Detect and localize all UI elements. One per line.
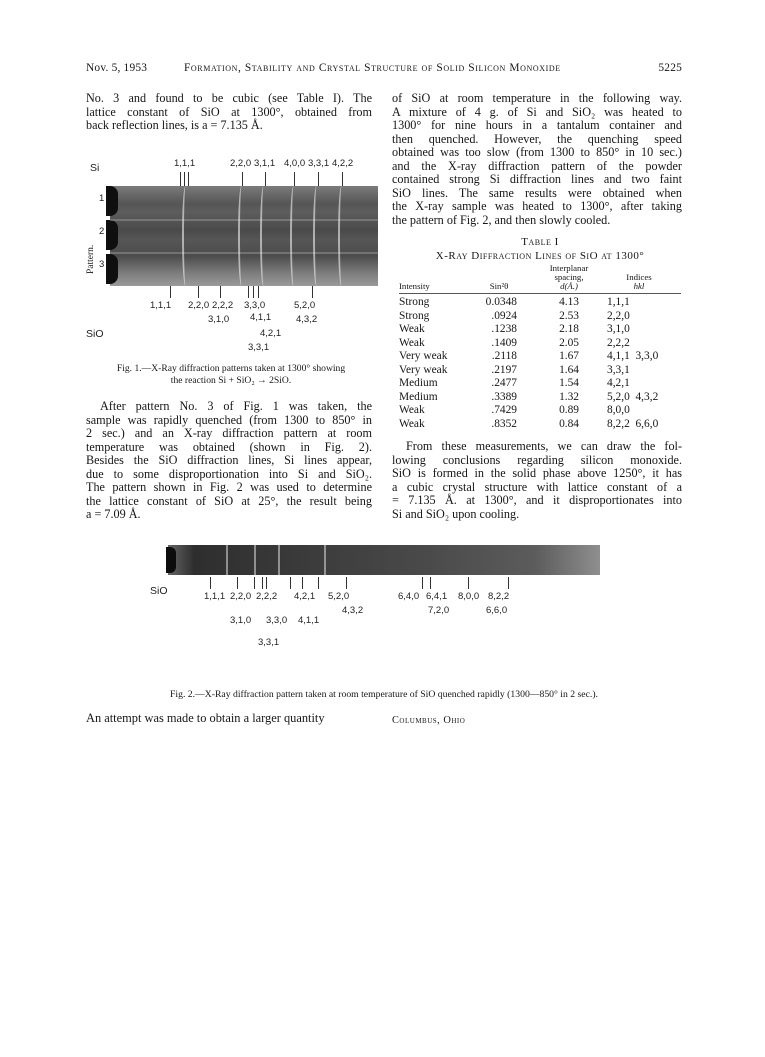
fig2-line-label: 6,4,1 <box>426 591 448 602</box>
table-cell-sin2: .1409 <box>491 336 517 349</box>
fig1-sio-tick <box>258 286 259 298</box>
fig1-si-line-label: 3,3,1 <box>308 158 330 169</box>
fig2-line-label: 7,2,0 <box>428 605 450 616</box>
fig1-si-tick <box>318 172 319 186</box>
fig1-si-line-label: 4,2,2 <box>332 158 354 169</box>
left-paragraph-1: No. 3 and found to be cubic (see Table I). The lattice constant of SiO at 1300°, obtained from back reflection lines, is a = 7.135 Å. <box>86 91 372 132</box>
table-cell-sin2: .1238 <box>491 323 517 335</box>
table-cell-sin2: .2118 <box>491 350 517 362</box>
fig1-sio-line-label: 4,3,2 <box>296 314 318 325</box>
table-cell-hkl: 2,2,2 <box>607 336 630 349</box>
fig1-pattern-3: 3 <box>99 259 105 270</box>
fig1-pattern-axis-label: Pattern. <box>86 244 96 274</box>
fig1-si-line-label: 2,2,0 <box>230 158 252 169</box>
table-cell-intensity: Strong <box>399 309 430 322</box>
fig1-sio-tick <box>220 286 221 298</box>
fig1-si-tick <box>242 172 243 186</box>
fig1-sio-line-label: 1,1,1 <box>150 300 172 311</box>
figure-1-caption: Fig. 1.—X-Ray diffraction patterns taken at 1300° showing the reaction Si + SiO₂ → 2SiO. <box>116 363 346 386</box>
fig2-line-label: 6,6,0 <box>486 605 508 616</box>
fig1-si-tick <box>265 172 266 186</box>
table-cell-d: 2.53 <box>559 309 579 322</box>
table-cell-d: 1.64 <box>559 363 579 376</box>
fig2-diffraction-film <box>168 545 600 575</box>
running-title: Formation, Stability and Crystal Structure of Solid Silicon Monoxide <box>184 62 561 74</box>
table-cell-intensity: Weak <box>399 336 425 349</box>
fig2-line-label: 4,3,2 <box>342 605 364 616</box>
fig1-si-line-label: 1,1,1 <box>174 158 196 169</box>
fig1-sio-tick <box>198 286 199 298</box>
table-cell-hkl: 5,2,0 4,3,2 <box>607 390 659 403</box>
left-paragraph-2: After pattern No. 3 of Fig. 1 was taken, the sample was rapidly quenched (from 1300 to 850° in 2 sec.) and an X-ray diffraction pattern at room temperature was obtained (shown in Fig. 2). Besides the SiO diffraction lines, Si lines appear, due to some disproportionation into Si and SiO₂. The pattern shown in Fig. 2 was used to determine the lattice constant of SiO at 25°, the result being a = 7.09 Å. <box>86 399 372 521</box>
col-header-intensity: Intensity <box>399 281 430 291</box>
table-cell-hkl: 1,1,1 <box>607 296 630 308</box>
table-cell-d: 0.89 <box>559 404 579 416</box>
table-cell-d: 1.67 <box>559 350 579 362</box>
author-location: Columbus, Ohio <box>392 715 466 726</box>
fig1-sio-tick <box>248 286 249 298</box>
fig2-line-label: 2,2,0 <box>230 591 252 602</box>
figure-2-caption: Fig. 2.—X-Ray diffraction pattern taken at room temperature of SiO quenched rapidly (1300—850° in 2 sec.). <box>170 689 598 700</box>
table-rule <box>399 293 681 294</box>
right-paragraph-1: of SiO at room temperature in the following way. A mixture of 4 g. of Si and SiO₂ was heated to 1300° for nine hours in a tantalum container and then quenched. However, the quenching speed obtained was too slow (from 1300 to 850° in 10 sec.) and the X-ray diffraction pattern of the powder contained strong Si diffraction lines and two faint SiO lines. The same results were obtained when the X-ray sample was heated to 1300°, after taking the pattern of Fig. 2, and then slowly cooled. <box>392 91 682 227</box>
table-row <box>399 377 681 391</box>
page-number: 5225 <box>658 62 682 74</box>
table-row <box>399 350 681 364</box>
fig1-si-tick <box>294 172 295 186</box>
fig1-si-tick <box>180 172 181 186</box>
issue-date: Nov. 5, 1953 <box>86 62 148 74</box>
table-cell-d: 0.84 <box>559 417 579 430</box>
col-header-spacing: Interplanar spacing, d(Å.) <box>549 263 589 291</box>
fig2-line-label: 3,1,0 <box>230 615 252 626</box>
table-cell-hkl: 3,3,1 <box>607 363 630 376</box>
table-cell-d: 4.13 <box>559 296 579 308</box>
fig1-sio-line-label: 4,2,1 <box>260 328 282 339</box>
table-row <box>399 404 681 418</box>
fig2-line-label: 4,2,1 <box>294 591 316 602</box>
table-cell-intensity: Medium <box>399 377 438 389</box>
fig1-sio-tick <box>170 286 171 298</box>
figure-2 <box>150 535 610 675</box>
fig2-line-label: 1,1,1 <box>204 591 226 602</box>
fig1-si-line-label: 3,1,1 <box>254 158 276 169</box>
table-cell-sin2: .0924 <box>491 309 517 322</box>
fig1-sio-tick <box>253 286 254 298</box>
fig1-si-tick <box>184 172 185 186</box>
fig2-line-label: 6,4,0 <box>398 591 420 602</box>
fig1-sio-line-label: 2,2,0 <box>188 300 210 311</box>
fig1-diffraction-film <box>110 186 378 286</box>
table-row <box>399 418 681 432</box>
right-paragraph-2: From these measurements, we can draw the fol- lowing conclusions regarding silicon monoxide. SiO is formed in the solid phase above 1250°, it has a cubic crystal structure with lattice constant of a = 7.135 Å. at 1300°, and it disproportionates into Si and SiO₂ upon cooling. <box>392 439 682 521</box>
fig1-si-tick <box>342 172 343 186</box>
fig1-pattern-1: 1 <box>99 193 105 204</box>
table-row <box>399 337 681 351</box>
fig2-line-label: 8,2,2 <box>488 591 510 602</box>
col-header-sin2: Sin²θ <box>489 281 509 291</box>
table-row <box>399 364 681 378</box>
table-cell-hkl: 3,1,0 <box>607 323 630 335</box>
table-row <box>399 323 681 337</box>
table-cell-hkl: 4,1,1 3,3,0 <box>607 350 659 362</box>
fig1-sio-line-label: 5,2,0 <box>294 300 316 311</box>
fig1-si-label: Si <box>90 162 100 174</box>
table-cell-sin2: .7429 <box>491 404 517 416</box>
fig1-pattern-2: 2 <box>99 226 105 237</box>
left-last-line: An attempt was made to obtain a larger quantity <box>86 711 325 725</box>
table-cell-sin2: .2477 <box>491 377 517 389</box>
table-cell-intensity: Medium <box>399 390 438 403</box>
fig2-line-label: 5,2,0 <box>328 591 350 602</box>
table-cell-intensity: Very weak <box>399 350 448 362</box>
table-row <box>399 296 681 310</box>
table-cell-intensity: Strong <box>399 296 430 308</box>
fig1-si-line-label: 4,0,0 <box>284 158 306 169</box>
table-cell-sin2: .8352 <box>491 417 517 430</box>
table-cell-sin2: 0.0348 <box>485 296 517 308</box>
table-label: Table I <box>521 236 559 248</box>
table-title: X-Ray Diffraction Lines of SiO at 1300° <box>435 250 645 262</box>
fig1-sio-line-label: 3,1,0 <box>208 314 230 325</box>
fig2-line-label: 8,0,0 <box>458 591 480 602</box>
fig2-line-label: 4,1,1 <box>298 615 320 626</box>
table-cell-sin2: .2197 <box>491 363 517 376</box>
table-cell-hkl: 4,2,1 <box>607 377 630 389</box>
table-row <box>399 310 681 324</box>
fig1-si-tick <box>188 172 189 186</box>
table-cell-d: 1.32 <box>559 390 579 403</box>
table-cell-intensity: Weak <box>399 404 425 416</box>
table-cell-sin2: .3389 <box>491 390 517 403</box>
fig2-line-label: 3,3,0 <box>266 615 288 626</box>
table-cell-intensity: Weak <box>399 323 425 335</box>
table-cell-d: 1.54 <box>559 377 579 389</box>
fig2-sio-label: SiO <box>150 585 168 597</box>
table-cell-d: 2.05 <box>559 336 579 349</box>
fig1-sio-line-label: 4,1,1 <box>250 312 272 323</box>
table-cell-hkl: 8,0,0 <box>607 404 630 416</box>
table-cell-hkl: 8,2,2 6,6,0 <box>607 417 659 430</box>
table-cell-intensity: Weak <box>399 417 425 430</box>
fig1-sio-tick <box>312 286 313 298</box>
fig1-sio-line-label: 3,3,0 <box>244 300 266 311</box>
table-row <box>399 391 681 405</box>
fig1-sio-label: SiO <box>86 328 104 340</box>
fig1-sio-line-label: 3,3,1 <box>248 342 270 353</box>
fig2-line-label: 3,3,1 <box>258 637 280 648</box>
fig2-line-label: 2,2,2 <box>256 591 278 602</box>
figure-1 <box>80 146 380 356</box>
fig1-sio-line-label: 2,2,2 <box>212 300 234 311</box>
col-header-indices: Indices hkl <box>626 272 652 291</box>
table-cell-intensity: Very weak <box>399 363 448 376</box>
table-cell-hkl: 2,2,0 <box>607 309 630 322</box>
table-cell-d: 2.18 <box>559 323 579 335</box>
